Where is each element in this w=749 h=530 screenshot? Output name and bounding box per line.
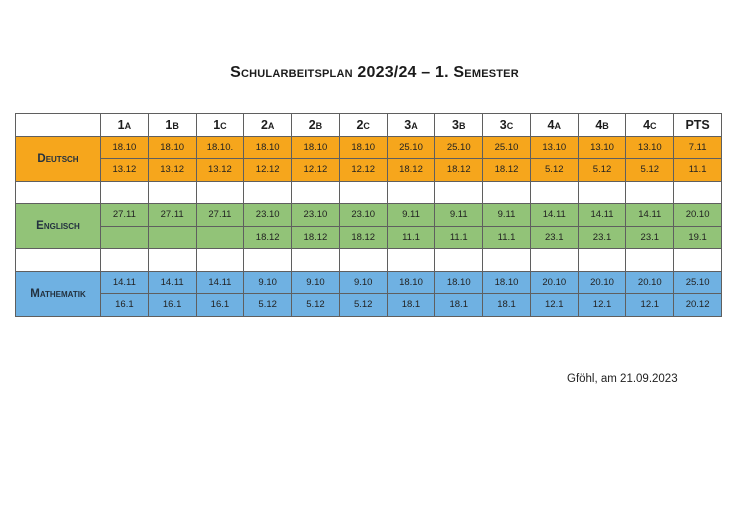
page-title: Schularbeitsplan 2023/24 – 1. Semester xyxy=(230,64,519,81)
date-cell xyxy=(101,226,149,249)
subject-label-englisch: Englisch xyxy=(16,204,101,249)
subject-label-mathematik: Mathematik xyxy=(16,271,101,316)
exam-schedule-table xyxy=(15,113,722,317)
subject-row-deutsch xyxy=(16,159,722,182)
date-cell: 5.12 xyxy=(244,294,292,317)
date-cell: 18.1 xyxy=(387,294,435,317)
date-cell: 14.11 xyxy=(578,204,626,227)
date-cell: 9.10 xyxy=(244,271,292,294)
date-cell: 18.10 xyxy=(435,271,483,294)
subject-label-deutsch: Deutsch xyxy=(16,136,101,181)
spacer-cell xyxy=(530,249,578,272)
subject-row-englisch xyxy=(16,226,722,249)
spacer-cell xyxy=(196,249,244,272)
spacer-row xyxy=(16,249,722,272)
column-header-3b: 3b xyxy=(435,114,483,137)
spacer-cell xyxy=(292,181,340,204)
spacer-cell xyxy=(435,181,483,204)
date-cell: 25.10 xyxy=(435,136,483,159)
date-cell: 5.12 xyxy=(626,159,674,182)
date-cell: 13.12 xyxy=(196,159,244,182)
date-cell: 18.12 xyxy=(483,159,531,182)
date-cell: 11.1 xyxy=(435,226,483,249)
date-cell: 5.12 xyxy=(530,159,578,182)
spacer-cell xyxy=(674,181,722,204)
spacer-cell xyxy=(148,249,196,272)
spacer-cell xyxy=(483,249,531,272)
date-cell: 27.11 xyxy=(196,204,244,227)
date-cell: 23.1 xyxy=(578,226,626,249)
subject-row-englisch xyxy=(16,204,722,227)
date-cell: 25.10 xyxy=(674,271,722,294)
date-cell xyxy=(196,226,244,249)
date-cell: 13.12 xyxy=(101,159,149,182)
spacer-cell xyxy=(435,249,483,272)
spacer-row xyxy=(16,181,722,204)
spacer-cell xyxy=(292,249,340,272)
date-cell: 20.10 xyxy=(578,271,626,294)
date-cell: 13.10 xyxy=(530,136,578,159)
date-cell: 14.11 xyxy=(530,204,578,227)
date-cell: 16.1 xyxy=(148,294,196,317)
date-cell: 12.12 xyxy=(244,159,292,182)
date-cell: 23.10 xyxy=(292,204,340,227)
date-cell: 20.10 xyxy=(530,271,578,294)
date-cell: 18.10 xyxy=(148,136,196,159)
date-cell: 18.10 xyxy=(339,136,387,159)
date-cell: 25.10 xyxy=(483,136,531,159)
date-cell: 18.12 xyxy=(387,159,435,182)
column-header-1a: 1a xyxy=(101,114,149,137)
date-cell: 18.12 xyxy=(292,226,340,249)
spacer-cell xyxy=(387,249,435,272)
spacer-cell xyxy=(244,181,292,204)
date-cell: 5.12 xyxy=(292,294,340,317)
column-header-2b: 2b xyxy=(292,114,340,137)
column-header-1c: 1c xyxy=(196,114,244,137)
date-cell: 5.12 xyxy=(578,159,626,182)
date-cell: 18.1 xyxy=(483,294,531,317)
date-cell: 18.10 xyxy=(101,136,149,159)
date-cell: 23.1 xyxy=(530,226,578,249)
date-cell: 16.1 xyxy=(101,294,149,317)
date-cell: 18.10 xyxy=(483,271,531,294)
column-header-1b: 1b xyxy=(148,114,196,137)
date-cell: 12.12 xyxy=(292,159,340,182)
spacer-cell xyxy=(626,181,674,204)
date-cell: 13.10 xyxy=(626,136,674,159)
date-cell: 13.12 xyxy=(148,159,196,182)
date-cell: 9.11 xyxy=(387,204,435,227)
column-header-4b: 4b xyxy=(578,114,626,137)
column-header-3a: 3a xyxy=(387,114,435,137)
date-cell: 25.10 xyxy=(387,136,435,159)
spacer-cell xyxy=(101,249,149,272)
date-cell: 11.1 xyxy=(483,226,531,249)
date-cell: 12.1 xyxy=(578,294,626,317)
date-cell: 18.10 xyxy=(387,271,435,294)
date-cell xyxy=(148,226,196,249)
date-cell: 23.1 xyxy=(626,226,674,249)
subject-row-deutsch xyxy=(16,136,722,159)
date-cell: 14.11 xyxy=(196,271,244,294)
spacer-cell xyxy=(530,181,578,204)
date-cell: 9.11 xyxy=(435,204,483,227)
date-cell: 18.12 xyxy=(244,226,292,249)
date-cell: 9.10 xyxy=(339,271,387,294)
spacer-cell xyxy=(101,181,149,204)
date-cell: 5.12 xyxy=(339,294,387,317)
spacer-cell xyxy=(244,249,292,272)
subject-row-mathematik xyxy=(16,271,722,294)
spacer-cell xyxy=(196,181,244,204)
column-header-4a: 4a xyxy=(530,114,578,137)
date-cell: 18.10. xyxy=(196,136,244,159)
date-cell: 9.11 xyxy=(483,204,531,227)
date-cell: 18.10 xyxy=(244,136,292,159)
date-cell: 20.12 xyxy=(674,294,722,317)
date-cell: 19.1 xyxy=(674,226,722,249)
date-cell: 12.1 xyxy=(626,294,674,317)
column-header-4c: 4c xyxy=(626,114,674,137)
column-header-2a: 2a xyxy=(244,114,292,137)
column-header-pts: PTS xyxy=(674,114,722,137)
spacer-cell xyxy=(578,249,626,272)
spacer-cell xyxy=(626,249,674,272)
date-cell: 23.10 xyxy=(244,204,292,227)
spacer-cell xyxy=(148,181,196,204)
date-cell: 20.10 xyxy=(626,271,674,294)
column-header-3c: 3c xyxy=(483,114,531,137)
spacer-cell xyxy=(578,181,626,204)
spacer-cell xyxy=(339,249,387,272)
date-cell: 27.11 xyxy=(101,204,149,227)
date-cell: 16.1 xyxy=(196,294,244,317)
date-cell: 14.11 xyxy=(626,204,674,227)
spacer-cell xyxy=(16,249,101,272)
spacer-cell xyxy=(16,181,101,204)
date-cell: 18.12 xyxy=(339,226,387,249)
date-cell: 14.11 xyxy=(101,271,149,294)
date-cell: 20.10 xyxy=(674,204,722,227)
date-cell: 9.10 xyxy=(292,271,340,294)
date-cell: 13.10 xyxy=(578,136,626,159)
date-cell: 7.11 xyxy=(674,136,722,159)
date-cell: 18.1 xyxy=(435,294,483,317)
spacer-cell xyxy=(339,181,387,204)
date-cell: 18.12 xyxy=(435,159,483,182)
place-and-date: Gföhl, am 21.09.2023 xyxy=(567,373,678,385)
column-header-2c: 2c xyxy=(339,114,387,137)
date-cell: 14.11 xyxy=(148,271,196,294)
spacer-cell xyxy=(483,181,531,204)
date-cell: 18.10 xyxy=(292,136,340,159)
subject-row-mathematik xyxy=(16,294,722,317)
date-cell: 27.11 xyxy=(148,204,196,227)
date-cell: 11.1 xyxy=(387,226,435,249)
date-cell: 12.12 xyxy=(339,159,387,182)
spacer-cell xyxy=(674,249,722,272)
date-cell: 23.10 xyxy=(339,204,387,227)
header-row xyxy=(16,114,722,137)
spacer-cell xyxy=(387,181,435,204)
date-cell: 12.1 xyxy=(530,294,578,317)
header-corner-cell xyxy=(16,114,101,137)
date-cell: 11.1 xyxy=(674,159,722,182)
